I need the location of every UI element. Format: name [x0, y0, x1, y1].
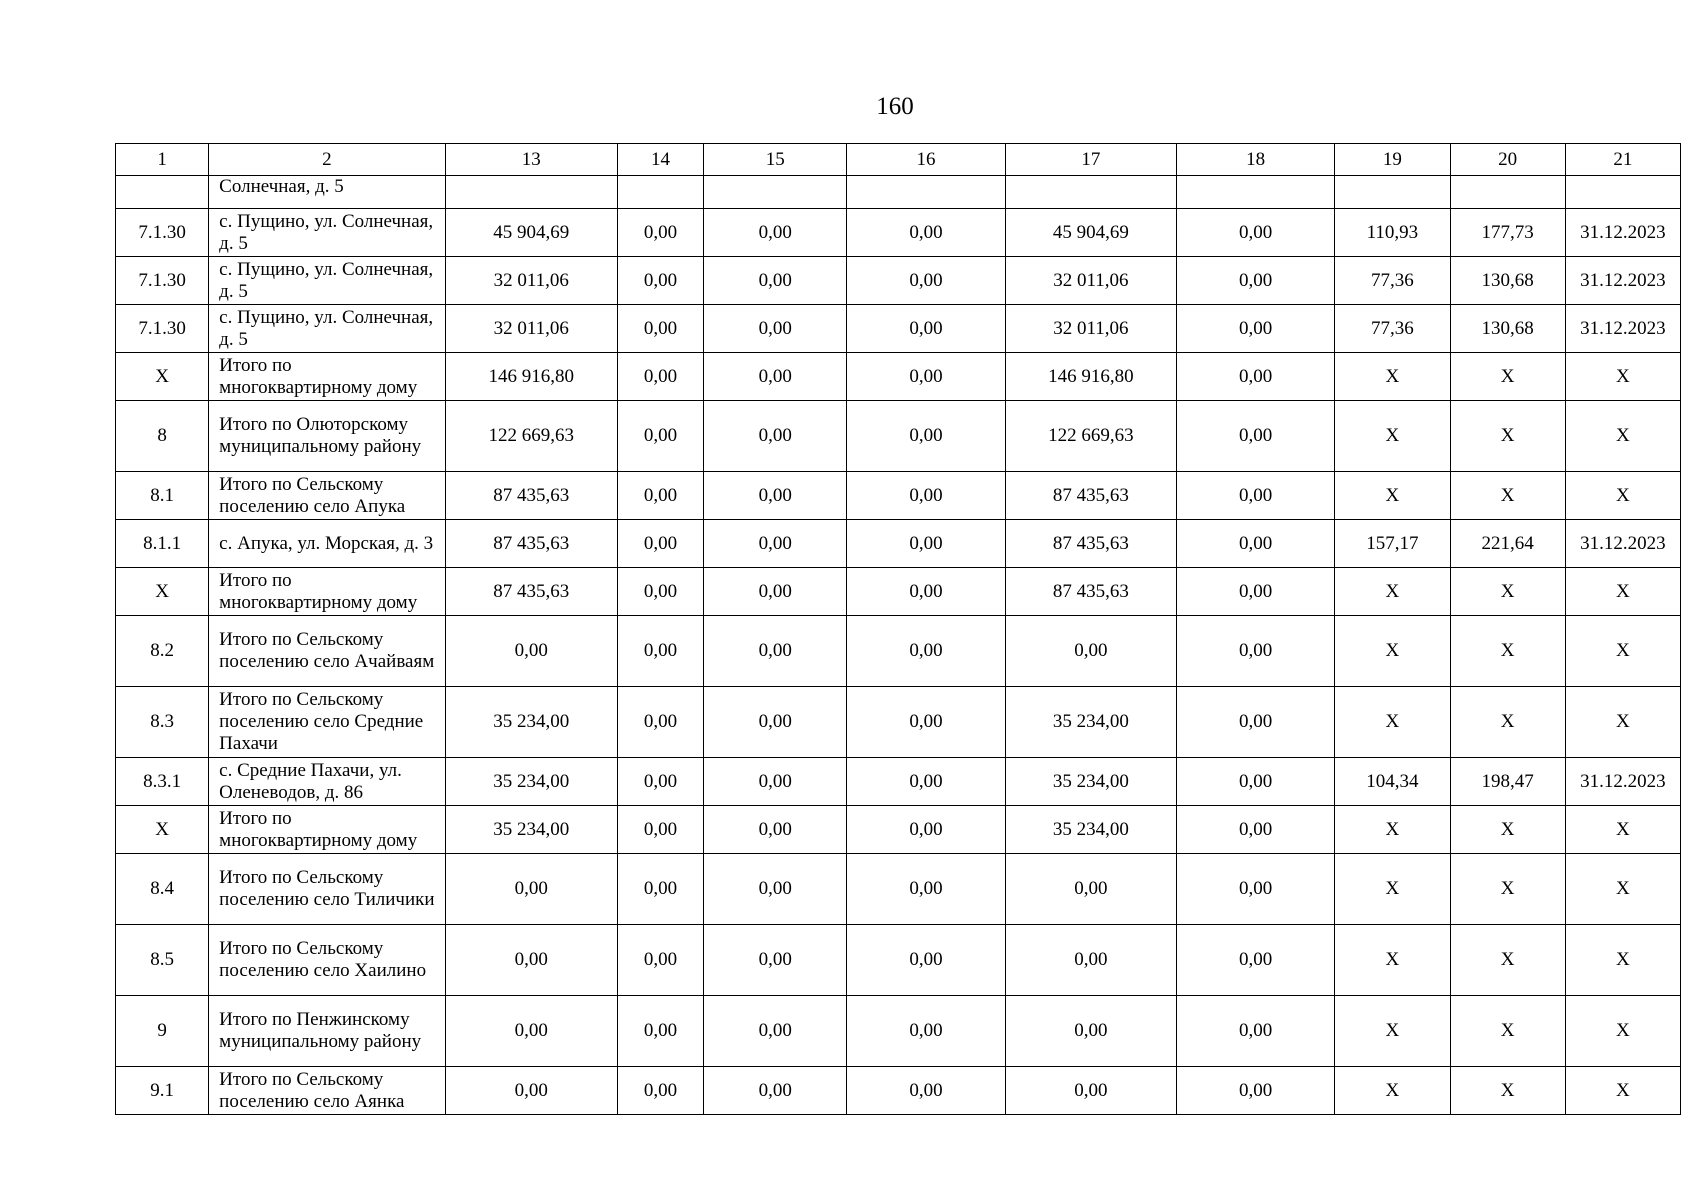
value-cell: 122 669,63 [445, 401, 617, 472]
value-cell: 0,00 [1177, 568, 1335, 616]
row-number-cell: 8.1 [116, 472, 209, 520]
value-cell: 35 234,00 [445, 758, 617, 806]
address-cell: Итого по Пенжинскому муниципальному району [209, 996, 445, 1067]
value-cell: 0,00 [617, 925, 703, 996]
value-cell: 110,93 [1335, 209, 1450, 257]
value-cell [1335, 176, 1450, 209]
value-cell: 0,00 [1005, 925, 1176, 996]
value-cell: X [1335, 854, 1450, 925]
value-cell: 87 435,63 [1005, 568, 1176, 616]
value-cell: 0,00 [1177, 209, 1335, 257]
column-header: 18 [1177, 144, 1335, 176]
row-number-cell: 9.1 [116, 1067, 209, 1115]
value-cell: X [1450, 472, 1565, 520]
value-cell [1565, 176, 1680, 209]
value-cell: X [1565, 353, 1680, 401]
value-cell: 0,00 [617, 854, 703, 925]
value-cell: 221,64 [1450, 520, 1565, 568]
value-cell: X [1335, 353, 1450, 401]
value-cell: 31.12.2023 [1565, 209, 1680, 257]
value-cell: 0,00 [617, 472, 703, 520]
value-cell: X [1565, 1067, 1680, 1115]
table-row [116, 568, 1681, 616]
value-cell: 0,00 [847, 925, 1005, 996]
column-header: 2 [209, 144, 445, 176]
value-cell: 87 435,63 [445, 568, 617, 616]
row-number-cell: 7.1.30 [116, 305, 209, 353]
value-cell: X [1450, 925, 1565, 996]
value-cell: 0,00 [1177, 854, 1335, 925]
value-cell: 0,00 [847, 616, 1005, 687]
value-cell: 0,00 [1177, 520, 1335, 568]
value-cell: 32 011,06 [445, 257, 617, 305]
column-header: 19 [1335, 144, 1450, 176]
value-cell: 0,00 [1005, 616, 1176, 687]
row-number-cell: 7.1.30 [116, 209, 209, 257]
value-cell: 0,00 [1177, 401, 1335, 472]
table-row [116, 353, 1681, 401]
table-row [116, 758, 1681, 806]
value-cell: 0,00 [1177, 925, 1335, 996]
value-cell: 0,00 [445, 925, 617, 996]
value-cell: 0,00 [704, 209, 847, 257]
value-cell: 146 916,80 [445, 353, 617, 401]
table-row [116, 925, 1681, 996]
column-header: 1 [116, 144, 209, 176]
value-cell: 0,00 [617, 209, 703, 257]
value-cell: 0,00 [704, 520, 847, 568]
value-cell: 0,00 [847, 209, 1005, 257]
address-cell: Итого по многоквартирному дому [209, 568, 445, 616]
value-cell: 0,00 [704, 687, 847, 758]
value-cell: 0,00 [847, 996, 1005, 1067]
value-cell: 0,00 [445, 616, 617, 687]
value-cell: 146 916,80 [1005, 353, 1176, 401]
value-cell: 0,00 [704, 854, 847, 925]
value-cell: 31.12.2023 [1565, 257, 1680, 305]
value-cell: 0,00 [445, 996, 617, 1067]
value-cell: X [1335, 996, 1450, 1067]
value-cell: 0,00 [617, 401, 703, 472]
value-cell: 0,00 [847, 472, 1005, 520]
value-cell: X [1450, 854, 1565, 925]
value-cell: 0,00 [1005, 996, 1176, 1067]
column-header: 21 [1565, 144, 1680, 176]
value-cell: 0,00 [847, 257, 1005, 305]
row-number-cell: 7.1.30 [116, 257, 209, 305]
value-cell: X [1565, 806, 1680, 854]
value-cell: 87 435,63 [1005, 520, 1176, 568]
row-number-cell: 8.2 [116, 616, 209, 687]
value-cell: 0,00 [1177, 472, 1335, 520]
value-cell: 0,00 [1177, 616, 1335, 687]
table-row [116, 176, 1681, 209]
row-number-cell: X [116, 568, 209, 616]
data-table [115, 143, 1681, 1115]
value-cell: X [1450, 401, 1565, 472]
value-cell: 32 011,06 [1005, 305, 1176, 353]
row-number-cell: 8.3 [116, 687, 209, 758]
table-row [116, 209, 1681, 257]
value-cell: X [1335, 616, 1450, 687]
table-row [116, 806, 1681, 854]
value-cell: 177,73 [1450, 209, 1565, 257]
value-cell: 35 234,00 [445, 687, 617, 758]
value-cell: 0,00 [704, 353, 847, 401]
column-header: 15 [704, 144, 847, 176]
value-cell: 0,00 [1177, 687, 1335, 758]
address-cell: с. Апука, ул. Морская, д. 3 [209, 520, 445, 568]
address-cell: с. Пущино, ул. Солнечная, д. 5 [209, 209, 445, 257]
value-cell [704, 176, 847, 209]
value-cell: X [1450, 568, 1565, 616]
column-header: 17 [1005, 144, 1176, 176]
value-cell: 130,68 [1450, 305, 1565, 353]
value-cell: 0,00 [617, 257, 703, 305]
value-cell: 31.12.2023 [1565, 520, 1680, 568]
value-cell: 0,00 [704, 616, 847, 687]
value-cell: 0,00 [704, 925, 847, 996]
value-cell: 45 904,69 [445, 209, 617, 257]
value-cell: X [1450, 353, 1565, 401]
value-cell: X [1565, 616, 1680, 687]
column-header: 20 [1450, 144, 1565, 176]
address-cell: Итого по Сельскому поселению село Тиличики [209, 854, 445, 925]
value-cell: 0,00 [1005, 1067, 1176, 1115]
value-cell: 87 435,63 [1005, 472, 1176, 520]
value-cell: 0,00 [847, 806, 1005, 854]
value-cell: 0,00 [847, 687, 1005, 758]
value-cell: 0,00 [1177, 257, 1335, 305]
value-cell: 0,00 [704, 1067, 847, 1115]
address-cell: Итого по Олюторскому муниципальному району [209, 401, 445, 472]
value-cell: 0,00 [704, 758, 847, 806]
value-cell: 77,36 [1335, 305, 1450, 353]
value-cell: X [1450, 1067, 1565, 1115]
row-number-cell: X [116, 353, 209, 401]
value-cell: X [1450, 996, 1565, 1067]
value-cell: 0,00 [1177, 353, 1335, 401]
header-row [116, 144, 1681, 176]
address-cell: Итого по многоквартирному дому [209, 806, 445, 854]
table-row [116, 996, 1681, 1067]
value-cell: X [1565, 925, 1680, 996]
value-cell: 0,00 [704, 568, 847, 616]
value-cell: 104,34 [1335, 758, 1450, 806]
value-cell: 130,68 [1450, 257, 1565, 305]
value-cell: 0,00 [847, 568, 1005, 616]
value-cell: X [1565, 568, 1680, 616]
row-number-cell: 8.3.1 [116, 758, 209, 806]
value-cell: X [1335, 1067, 1450, 1115]
value-cell: 0,00 [617, 568, 703, 616]
value-cell: 0,00 [1177, 1067, 1335, 1115]
value-cell: X [1565, 687, 1680, 758]
value-cell: 0,00 [1005, 854, 1176, 925]
value-cell: 0,00 [617, 1067, 703, 1115]
value-cell: 0,00 [1177, 305, 1335, 353]
value-cell: 0,00 [847, 854, 1005, 925]
value-cell [1177, 176, 1335, 209]
table-row [116, 257, 1681, 305]
value-cell: 87 435,63 [445, 520, 617, 568]
value-cell: 0,00 [847, 305, 1005, 353]
value-cell: 0,00 [1177, 996, 1335, 1067]
value-cell: 31.12.2023 [1565, 758, 1680, 806]
row-number-cell: X [116, 806, 209, 854]
value-cell: X [1335, 687, 1450, 758]
table-row [116, 1067, 1681, 1115]
value-cell: 35 234,00 [1005, 687, 1176, 758]
value-cell: 0,00 [617, 616, 703, 687]
value-cell: X [1335, 568, 1450, 616]
value-cell: 35 234,00 [1005, 758, 1176, 806]
value-cell: X [1335, 472, 1450, 520]
table-body [116, 176, 1681, 1115]
row-number-cell [116, 176, 209, 209]
value-cell: X [1335, 925, 1450, 996]
value-cell: 157,17 [1335, 520, 1450, 568]
table-row [116, 472, 1681, 520]
address-cell: Солнечная, д. 5 [209, 176, 445, 209]
value-cell: 0,00 [704, 257, 847, 305]
value-cell: 0,00 [847, 520, 1005, 568]
table-row [116, 520, 1681, 568]
value-cell: 31.12.2023 [1565, 305, 1680, 353]
value-cell [847, 176, 1005, 209]
table-row [116, 401, 1681, 472]
address-cell: с. Средние Пахачи, ул. Оленеводов, д. 86 [209, 758, 445, 806]
value-cell: X [1450, 687, 1565, 758]
value-cell: 198,47 [1450, 758, 1565, 806]
value-cell: 32 011,06 [445, 305, 617, 353]
value-cell: X [1450, 616, 1565, 687]
address-cell: Итого по Сельскому поселению село Хаилино [209, 925, 445, 996]
value-cell: 0,00 [617, 305, 703, 353]
value-cell: X [1565, 996, 1680, 1067]
column-header: 14 [617, 144, 703, 176]
value-cell: 0,00 [704, 401, 847, 472]
value-cell: 0,00 [617, 996, 703, 1067]
value-cell: 0,00 [1177, 806, 1335, 854]
row-number-cell: 8.5 [116, 925, 209, 996]
address-cell: Итого по Сельскому поселению село Ачайваям [209, 616, 445, 687]
table-row [116, 305, 1681, 353]
column-header: 13 [445, 144, 617, 176]
value-cell [445, 176, 617, 209]
value-cell: 0,00 [617, 687, 703, 758]
address-cell: Итого по многоквартирному дому [209, 353, 445, 401]
table-row [116, 687, 1681, 758]
value-cell: 0,00 [445, 854, 617, 925]
value-cell: X [1565, 401, 1680, 472]
value-cell: 77,36 [1335, 257, 1450, 305]
value-cell [1450, 176, 1565, 209]
value-cell: 0,00 [617, 758, 703, 806]
value-cell: X [1450, 806, 1565, 854]
value-cell: 0,00 [847, 758, 1005, 806]
address-cell: с. Пущино, ул. Солнечная, д. 5 [209, 305, 445, 353]
address-cell: Итого по Сельскому поселению село Средние Пахачи [209, 687, 445, 758]
value-cell: 0,00 [847, 353, 1005, 401]
address-cell: Итого по Сельскому поселению село Аянка [209, 1067, 445, 1115]
table-row [116, 854, 1681, 925]
value-cell: 0,00 [617, 520, 703, 568]
value-cell: 0,00 [1177, 758, 1335, 806]
value-cell: 0,00 [445, 1067, 617, 1115]
table-row [116, 616, 1681, 687]
value-cell: 35 234,00 [445, 806, 617, 854]
value-cell: X [1565, 854, 1680, 925]
value-cell: 0,00 [704, 996, 847, 1067]
row-number-cell: 8 [116, 401, 209, 472]
column-header: 16 [847, 144, 1005, 176]
value-cell: 0,00 [847, 401, 1005, 472]
value-cell: X [1565, 472, 1680, 520]
value-cell: 0,00 [704, 472, 847, 520]
row-number-cell: 8.1.1 [116, 520, 209, 568]
value-cell: 0,00 [704, 305, 847, 353]
value-cell: 0,00 [617, 353, 703, 401]
value-cell: 87 435,63 [445, 472, 617, 520]
value-cell: X [1335, 806, 1450, 854]
value-cell [617, 176, 703, 209]
value-cell: 35 234,00 [1005, 806, 1176, 854]
page-number: 160 [876, 93, 914, 120]
value-cell: 0,00 [617, 806, 703, 854]
value-cell: 32 011,06 [1005, 257, 1176, 305]
row-number-cell: 9 [116, 996, 209, 1067]
address-cell: с. Пущино, ул. Солнечная, д. 5 [209, 257, 445, 305]
value-cell: 122 669,63 [1005, 401, 1176, 472]
value-cell: 0,00 [847, 1067, 1005, 1115]
address-cell: Итого по Сельскому поселению село Апука [209, 472, 445, 520]
row-number-cell: 8.4 [116, 854, 209, 925]
table-header [116, 144, 1681, 176]
value-cell: X [1335, 401, 1450, 472]
value-cell: 45 904,69 [1005, 209, 1176, 257]
value-cell [1005, 176, 1176, 209]
value-cell: 0,00 [704, 806, 847, 854]
